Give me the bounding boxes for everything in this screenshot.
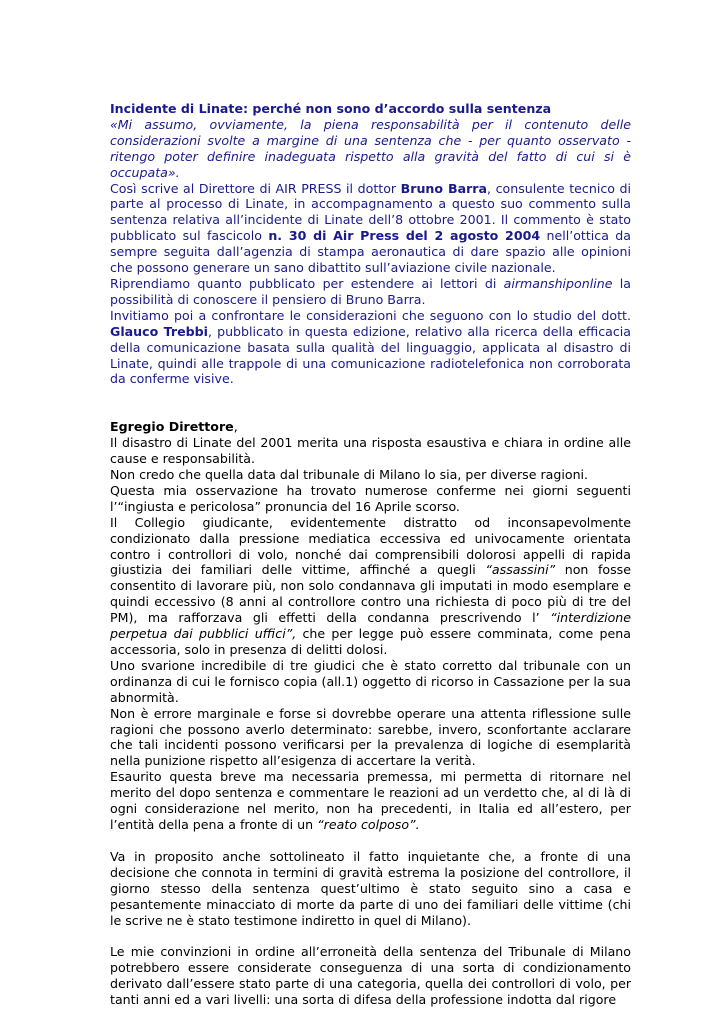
letter-paragraph-5: Uno svarione incredibile di tre giudici che è stato corretto dal tribunale con un ordinanza di cui le fornisco copia (all.1) oggetto di ricorso in Cassazione per la sua abnormità. [110,657,631,705]
letter-p4-text-b: non fosse consentito di lavorare più, non solo condannava gli imputati in modo esemplare e quindi eccessivo (8 anni al controllore contro una richiesta di poco più di tre del PM), ma rafforzava gli effetti della condanna prescrivendo l’ [110,562,631,626]
intro-quote: «Mi assumo, ovviamente, la piena responsabilità per il contenuto delle considerazioni svolte a margine di una sentenza che - per quanto osservato - ritengo poter definire inadeguata rispetto alla gravità del fatto di cui si è occupata». [110,116,631,180]
salutation-comma: , [233,419,238,435]
intro-p1-text-a: Così scrive al Direttore di AIR PRESS il dottor [110,180,401,196]
letter-paragraph-2: Non credo che quella data dal tribunale di Milano lo sia, per diverse ragioni. [110,467,589,483]
intro-p2-text-b: la possibilità di conoscere il pensiero di Bruno Barra. [110,275,631,307]
intro-p1-text-b: , consulente tecnico di parte al processo di Linate, in accompagnamento a questo suo commento sulla sentenza relativa all’incidente di Linate dell’8 ottobre 2001. Il commento è stato pubblicato sul fascicolo [110,180,632,244]
letter-p4-text-a: Il Collegio giudicante, evidentemente distratto od inconsapevolmente condizionato dalla pressione mediatica eccessiva ed univocamente orientata contro i controllori di volo, nonché dai comprensibili dolorosi appelli di rapida giustizia dei familiari delle vittime, affinché a quegli [110,514,631,578]
study-author-name: Glauco Trebbi [110,323,208,339]
author-name: Bruno Barra [400,180,488,196]
letter-section [110,419,631,1008]
assassini-quote: “assassini” [485,562,556,578]
intro-p3-text-b: , pubblicato in questa edizione, relativo alla ricerca della efficacia della comunicazione basata sulla qualità del linguaggio, applicata al disastro di Linate, quindi alle trappole di una comunicazione radiotelefonica non corroborata da conferme visive. [110,323,631,387]
document-page [110,101,631,1008]
paragraph-spacer [110,928,631,944]
reato-colposo-quote: “reato colposo”. [317,816,420,832]
letter-salutation [110,419,631,435]
letter-p4-text-c: che per legge può essere comminata, come pena accessoria, solo in presenza di delitti dolosi. [110,626,631,657]
intro-paragraph-3 [110,308,631,388]
interdizione-quote: “interdizione perpetua dai pubblici uffici”, [110,610,631,642]
site-name: airmanshiponline [503,275,613,291]
letter-paragraph-7 [110,769,631,833]
intro-paragraph-2 [110,276,631,308]
paragraph-spacer [110,833,631,849]
article-title: Incidente di Linate: perché non sono d’accordo sulla sentenza [110,101,552,116]
issue-reference: n. 30 di Air Press del 2 agosto 2004 [268,228,541,244]
letter-paragraph-4 [110,515,631,658]
salutation-text: Egregio Direttore [110,419,234,435]
intro-p3-text-a: Invitiamo poi a confrontare le considerazioni che seguono con lo studio del dott. [110,307,631,323]
intro-p1-text-c: nell’ottica da sempre seguita dall’agenzia di stampa aeronautica di dare spazio alle opinioni che possono generare un sano dibattito sull’aviazione civile nazionale. [110,228,631,276]
letter-p7-text-a: Esaurito questa breve ma necessaria premessa, mi permetta di ritornare nel merito del dopo sentenza e commentare le reazioni ad un verdetto che, al di là di ogni considerazione nel merito, non ha precedenti, in Italia ed all’estero, per l’entità della pena a fronte di un [110,769,631,832]
letter-paragraph-1: Il disastro di Linate del 2001 merita una risposta esaustiva e chiara in ordine alle cause e responsabilità. [110,435,631,467]
letter-paragraph-9: Le mie convinzioni in ordine all’erroneità della sentenza del Tribunale di Milano potrebbero essere considerate conseguenza di una sorta di condizionamento derivato dall’essere stato parte di una categoria, quella dei controllori di volo, per tanti anni ed a vari livelli: una sorta di difesa della professione indotta dal rigore [110,944,631,1008]
intro-paragraph-1 [110,181,631,276]
letter-paragraph-6: Non è errore marginale e forse si dovrebbe operare una attenta riflessione sulle ragioni che possono averlo determinato: sarebbe, invero, sconfortante acclarare che tali incidenti possono verificarsi per la prevalenza di logiche di esemplarità nella punizione rispetto all’esigenza di accertare la verità. [110,705,631,769]
letter-paragraph-3: Questa mia osservazione ha trovato numerose conferme nei giorni seguenti l’“ingiusta e pericolosa” pronuncia del 16 Aprile scorso. [110,482,631,514]
intro-p2-text-a: Riprendiamo quanto pubblicato per estendere ai lettori di [110,275,504,291]
letter-paragraph-8: Va in proposito anche sottolineato il fatto inquietante che, a fronte di una decisione che connota in termini di gravità estrema la posizione del controllore, il giorno stesso della sentenza quest’ultimo è stato seguito sino a casa e pesantemente minacciato di morte da parte di uno dei familiari delle vittime (chi le scrive ne è stato testimone indiretto in quel di Milano). [110,848,631,928]
intro-section [110,101,631,387]
section-spacer [110,387,631,419]
